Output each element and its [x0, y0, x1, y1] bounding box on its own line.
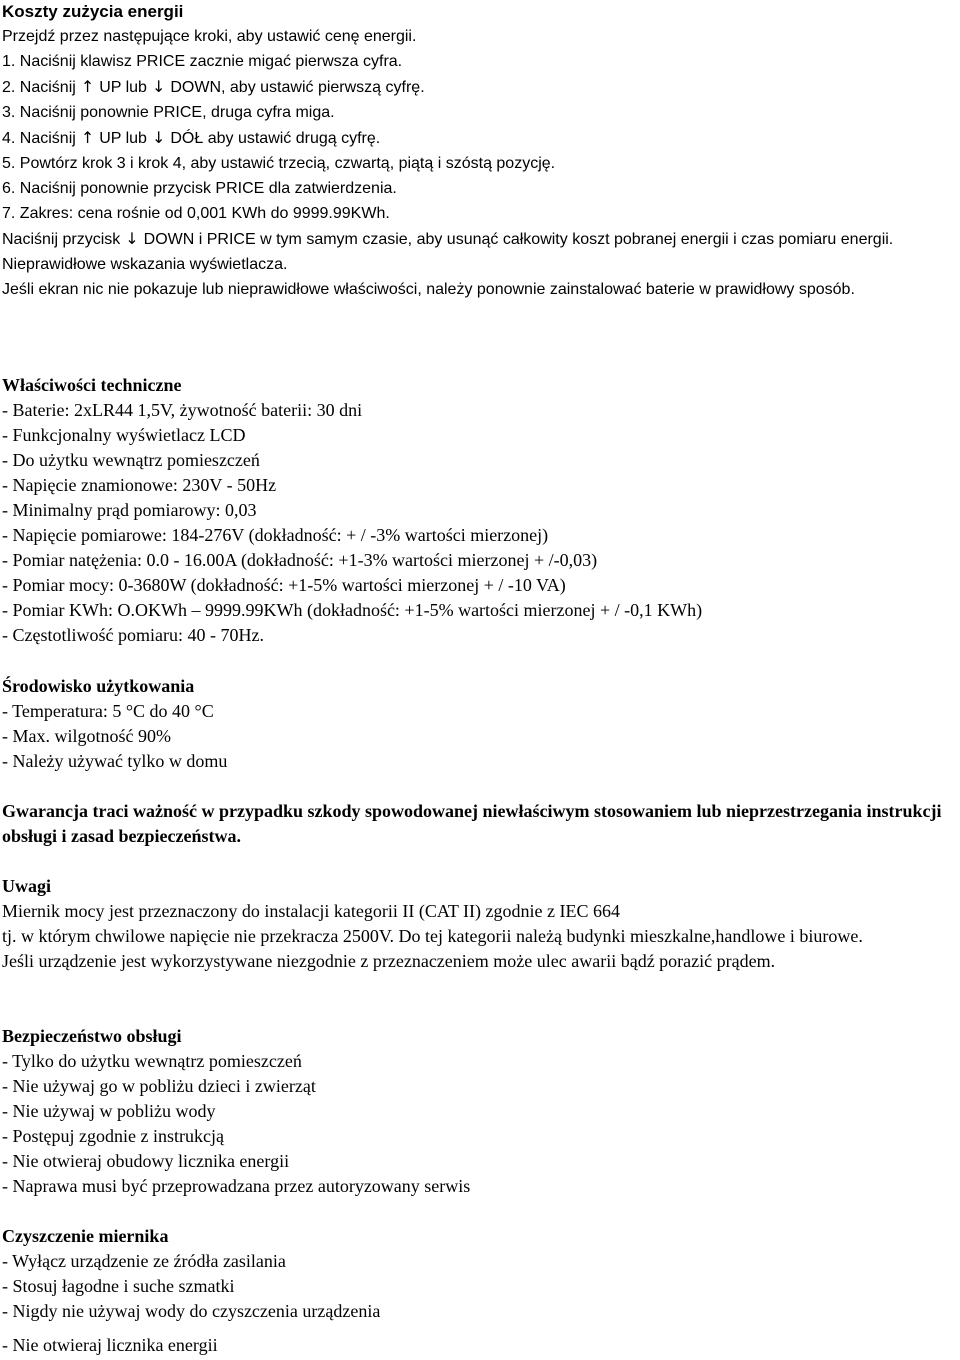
- up-arrow-icon: ↑: [80, 77, 95, 96]
- cleaning-last-item: [2, 1333, 958, 1358]
- list-item: - Należy używać tylko w domu: [2, 751, 228, 771]
- list-item: - Częstotliwość pomiaru: 40 - 70Hz.: [2, 625, 264, 645]
- wrong-display-text: Jeśli ekran nic nie pokazuje lub nieprawidłowe właściwości, należy ponownie zainstalować baterie w prawidłowy sposób.: [2, 281, 855, 298]
- list-item: - Pomiar natężenia: 0.0 - 16.00A (dokładność: +1-3% wartości mierzonej + /-0,03): [2, 550, 598, 570]
- list-item: - Temperatura: 5 °C do 40 °C: [2, 701, 214, 721]
- list-item: - Nie otwieraj licznika energii: [2, 1335, 218, 1355]
- technical-heading: Właściwości techniczne: [2, 375, 182, 395]
- down-arrow-icon: ↓: [125, 229, 139, 248]
- list-item: - Napięcie znamionowe: 230V - 50Hz: [2, 475, 277, 495]
- list-item: - Nigdy nie używaj wody do czyszczenia urządzenia: [2, 1301, 381, 1321]
- notes-line-3: Jeśli urządzenie jest wykorzystywane niezgodnie z przeznaczeniem może ulec awarii bądź porazić prądem.: [2, 951, 776, 971]
- energy-cost-section: [2, 0, 958, 302]
- environment-heading: Środowisko użytkowania: [2, 676, 195, 696]
- warranty-section: [2, 799, 958, 849]
- reset-instruction: Naciśnij przycisk ↓ DOWN i PRICE w tym samym czasie, aby usunąć całkowity koszt pobranej energii i czas pomiaru energii.: [2, 226, 958, 252]
- list-item: - Minimalny prąd pomiarowy: 0,03: [2, 500, 257, 520]
- list-item: - Pomiar mocy: 0-3680W (dokładność: +1-5% wartości mierzonej + / -10 VA): [2, 575, 566, 595]
- list-item: - Stosuj łagodne i suche szmatki: [2, 1276, 235, 1296]
- list-item: - Nie używaj w pobliżu wody: [2, 1101, 216, 1121]
- energy-cost-heading: Koszty zużycia energii: [2, 2, 184, 21]
- notes-heading: Uwagi: [2, 876, 51, 896]
- down-arrow-icon: ↓: [151, 77, 166, 96]
- list-item: - Napięcie pomiarowe: 184-276V (dokładność: + / -3% wartości mierzonej): [2, 525, 549, 545]
- wrong-display-title: Nieprawidłowe wskazania wyświetlacza.: [2, 256, 288, 273]
- notes-line-2: tj. w którym chwilowe napięcie nie przekracza 2500V. Do tej kategorii należą budynki mieszkalne,handlowe i biurowe.: [2, 926, 863, 946]
- step-6: 6. Naciśnij ponownie przycisk PRICE dla zatwierdzenia.: [2, 180, 397, 197]
- step-4: 4. Naciśnij ↑ UP lub ↓ DÓŁ aby ustawić drugą cyfrę.: [2, 125, 958, 151]
- step-7: 7. Zakres: cena rośnie od 0,001 KWh do 9999.99KWh.: [2, 205, 390, 222]
- list-item: - Funkcjonalny wyświetlacz LCD: [2, 425, 246, 445]
- down-arrow-icon: ↓: [151, 128, 166, 147]
- up-arrow-icon: ↑: [80, 128, 95, 147]
- technical-section: [2, 373, 958, 648]
- step-5: 5. Powtórz krok 3 i krok 4, aby ustawić trzecią, czwartą, piątą i szóstą pozycję.: [2, 155, 556, 172]
- cleaning-section: [2, 1224, 958, 1324]
- list-item: - Baterie: 2xLR44 1,5V, żywotność baterii: 30 dni: [2, 400, 363, 420]
- cleaning-heading: Czyszczenie miernika: [2, 1226, 169, 1246]
- safety-section: [2, 1024, 958, 1199]
- list-item: - Nie używaj go w pobliżu dzieci i zwierząt: [2, 1076, 316, 1096]
- list-item: - Max. wilgotność 90%: [2, 726, 171, 746]
- step-1: 1. Naciśnij klawisz PRICE zacznie migać pierwsza cyfra.: [2, 53, 403, 70]
- step-3: 3. Naciśnij ponownie PRICE, druga cyfra miga.: [2, 104, 335, 121]
- warranty-text: Gwarancja traci ważność w przypadku szkody spowodowanej niewłaściwym stosowaniem lub nieprzestrzegania instrukcji obsługi i zasad bezpieczeństwa.: [2, 801, 942, 846]
- list-item: - Pomiar KWh: O.OKWh – 9999.99KWh (dokładność: +1-5% wartości mierzonej + / -0,1 KWh): [2, 600, 703, 620]
- list-item: - Tylko do użytku wewnątrz pomieszczeń: [2, 1051, 302, 1071]
- list-item: - Wyłącz urządzenie ze źródła zasilania: [2, 1251, 286, 1271]
- step-2: 2. Naciśnij ↑ UP lub ↓ DOWN, aby ustawić pierwszą cyfrę.: [2, 74, 958, 100]
- list-item: - Nie otwieraj obudowy licznika energii: [2, 1151, 290, 1171]
- energy-cost-intro: Przejdź przez następujące kroki, aby ustawić cenę energii.: [2, 28, 417, 45]
- environment-section: [2, 674, 958, 774]
- notes-line-1: Miernik mocy jest przeznaczony do instalacji kategorii II (CAT II) zgodnie z IEC 664: [2, 901, 620, 921]
- list-item: - Do użytku wewnątrz pomieszczeń: [2, 450, 260, 470]
- safety-heading: Bezpieczeństwo obsługi: [2, 1026, 182, 1046]
- list-item: - Naprawa musi być przeprowadzana przez autoryzowany serwis: [2, 1176, 471, 1196]
- list-item: - Postępuj zgodnie z instrukcją: [2, 1126, 224, 1146]
- notes-section: [2, 874, 958, 974]
